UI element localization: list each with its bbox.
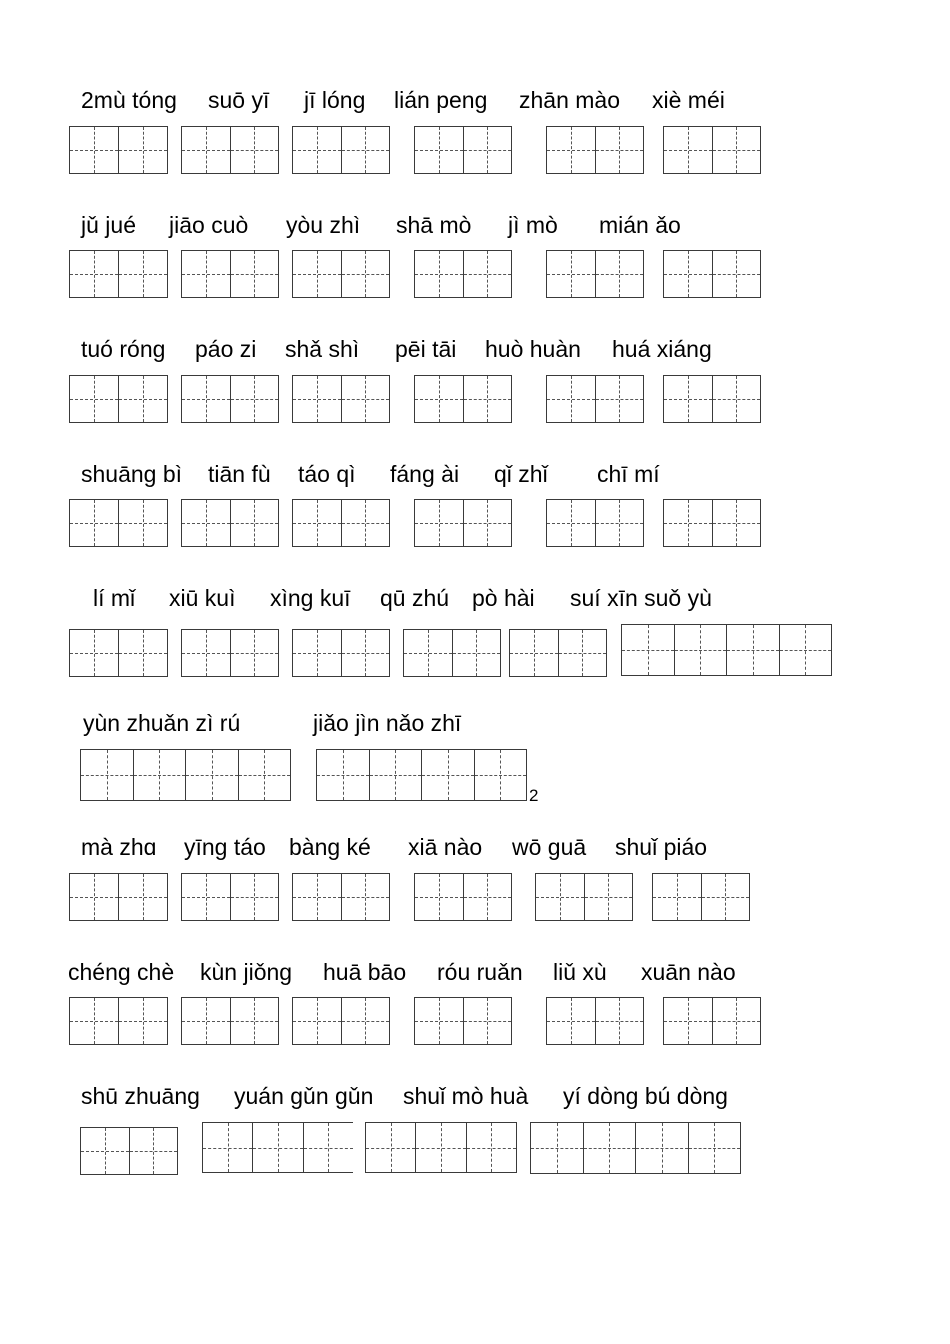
- grid-cell[interactable]: [119, 500, 167, 546]
- grid-cell[interactable]: [596, 251, 644, 297]
- pinyin-label: huā bāo: [323, 959, 407, 985]
- pinyin-label: pò hài: [472, 585, 535, 611]
- pinyin-label: kùn jiǒng: [200, 959, 293, 985]
- grid-cell[interactable]: [81, 1128, 130, 1174]
- grid-cell[interactable]: [415, 127, 464, 173]
- writing-grid[interactable]: [414, 499, 512, 547]
- grid-cell[interactable]: [231, 874, 279, 920]
- grid-cell[interactable]: [119, 998, 167, 1044]
- grid-cell[interactable]: [415, 500, 464, 546]
- grid-cell[interactable]: [203, 1123, 253, 1172]
- pinyin-label: róu ruǎn: [437, 959, 523, 985]
- grid-cell[interactable]: [231, 500, 279, 546]
- writing-grid[interactable]: [181, 997, 279, 1045]
- grid-cell[interactable]: [370, 750, 423, 800]
- pinyin-label: lián peng: [394, 87, 488, 113]
- writing-grid[interactable]: [292, 375, 390, 423]
- grid-cell[interactable]: [293, 251, 342, 297]
- writing-grid[interactable]: [292, 629, 390, 677]
- grid-cell[interactable]: [415, 998, 464, 1044]
- writing-grid[interactable]: [663, 375, 761, 423]
- pinyin-label: shū zhuāng: [81, 1083, 200, 1109]
- grid-cell[interactable]: [547, 998, 596, 1044]
- pinyin-label: suí xīn suǒ yù: [570, 585, 712, 611]
- writing-grid[interactable]: [530, 1122, 741, 1174]
- writing-grid[interactable]: [80, 749, 291, 801]
- grid-cell[interactable]: [239, 750, 291, 800]
- grid-cell[interactable]: [664, 127, 713, 173]
- grid-cell[interactable]: [702, 874, 750, 920]
- grid-cell[interactable]: [467, 1123, 516, 1172]
- pinyin-label: yuán gǔn gǔn: [234, 1083, 374, 1109]
- grid-cell[interactable]: [713, 998, 761, 1044]
- writing-grid[interactable]: [69, 375, 168, 423]
- page-number: 2: [529, 786, 539, 805]
- grid-cell[interactable]: [293, 500, 342, 546]
- grid-cell[interactable]: [596, 998, 644, 1044]
- pinyin-label: pēi tāi: [395, 336, 457, 362]
- pinyin-label: xuān nào: [641, 959, 736, 985]
- grid-cell[interactable]: [585, 874, 633, 920]
- grid-cell[interactable]: [689, 1123, 741, 1173]
- grid-cell[interactable]: [231, 251, 279, 297]
- grid-cell[interactable]: [293, 376, 342, 422]
- grid-cell[interactable]: [415, 251, 464, 297]
- pinyin-label: qū zhú: [380, 585, 450, 611]
- pinyin-label: yīng táo: [184, 834, 266, 860]
- grid-cell[interactable]: [293, 998, 342, 1044]
- writing-grid[interactable]: [535, 873, 633, 921]
- grid-cell[interactable]: [713, 251, 761, 297]
- grid-cell[interactable]: [416, 1123, 466, 1172]
- writing-grid[interactable]: [292, 997, 390, 1045]
- grid-cell[interactable]: [727, 625, 780, 675]
- grid-cell[interactable]: [119, 874, 167, 920]
- grid-cell[interactable]: [182, 500, 231, 546]
- grid-cell[interactable]: [293, 127, 342, 173]
- grid-cell[interactable]: [415, 874, 464, 920]
- grid-cell[interactable]: [636, 1123, 689, 1173]
- grid-cell[interactable]: [182, 127, 231, 173]
- writing-grid[interactable]: [663, 250, 761, 298]
- grid-cell[interactable]: [342, 874, 390, 920]
- grid-cell[interactable]: [119, 127, 167, 173]
- grid-cell[interactable]: [130, 1128, 178, 1174]
- pinyin-label: huò huàn: [485, 336, 581, 362]
- writing-grid[interactable]: [546, 375, 644, 423]
- writing-grid[interactable]: [509, 629, 607, 677]
- grid-cell[interactable]: [293, 630, 342, 676]
- grid-cell[interactable]: [70, 998, 119, 1044]
- grid-cell[interactable]: [713, 500, 761, 546]
- pinyin-label: fáng ài: [390, 461, 460, 487]
- writing-grid[interactable]: [621, 624, 832, 676]
- grid-cell[interactable]: [70, 251, 119, 297]
- grid-cell[interactable]: [596, 500, 644, 546]
- grid-cell[interactable]: [547, 251, 596, 297]
- grid-cell[interactable]: [713, 376, 761, 422]
- writing-grid[interactable]: [292, 499, 390, 547]
- writing-grid[interactable]: [69, 629, 168, 677]
- pinyin-label: shuǐ piáo: [615, 834, 708, 860]
- writing-grid[interactable]: [414, 997, 512, 1045]
- grid-cell[interactable]: [186, 750, 239, 800]
- writing-grid[interactable]: [414, 126, 512, 174]
- pinyin-label: shuǐ mò huà: [403, 1083, 529, 1109]
- pinyin-label: bàng ké: [289, 834, 371, 860]
- grid-cell[interactable]: [536, 874, 585, 920]
- pinyin-label: jiāo cuò: [169, 212, 249, 238]
- grid-cell[interactable]: [342, 251, 390, 297]
- writing-grid[interactable]: [546, 499, 644, 547]
- grid-cell[interactable]: [70, 127, 119, 173]
- writing-grid[interactable]: [181, 126, 279, 174]
- writing-grid[interactable]: [663, 126, 761, 174]
- grid-cell[interactable]: [342, 998, 390, 1044]
- pinyin-label: xiū kuì: [169, 585, 236, 611]
- writing-grid[interactable]: [403, 629, 501, 677]
- grid-cell[interactable]: [342, 376, 390, 422]
- writing-grid[interactable]: [663, 499, 761, 547]
- pinyin-label: 2mù tóng: [81, 87, 177, 113]
- grid-cell[interactable]: [547, 376, 596, 422]
- grid-cell[interactable]: [182, 630, 231, 676]
- pinyin-label: shā mò: [396, 212, 472, 238]
- grid-cell[interactable]: [559, 630, 607, 676]
- grid-cell[interactable]: [342, 500, 390, 546]
- grid-cell[interactable]: [675, 625, 728, 675]
- writing-grid[interactable]: [652, 873, 750, 921]
- pinyin-label: qǐ zhǐ: [494, 461, 548, 487]
- pinyin-label: jī lóng: [304, 87, 366, 113]
- writing-grid[interactable]: [69, 997, 168, 1045]
- grid-cell[interactable]: [293, 874, 342, 920]
- grid-cell[interactable]: [531, 1123, 584, 1173]
- writing-grid[interactable]: [292, 250, 390, 298]
- grid-cell[interactable]: [304, 1123, 353, 1172]
- grid-cell[interactable]: [119, 251, 167, 297]
- grid-cell[interactable]: [464, 998, 512, 1044]
- grid-cell[interactable]: [664, 500, 713, 546]
- grid-cell[interactable]: [182, 874, 231, 920]
- writing-grid[interactable]: [663, 997, 761, 1045]
- pinyin-label: táo qì: [298, 461, 356, 487]
- grid-cell[interactable]: [119, 630, 167, 676]
- pinyin-label: mà zhɑ: [81, 834, 157, 860]
- pinyin-label: yùn zhuǎn zì rú: [83, 710, 241, 736]
- pinyin-label: mián ǎo: [599, 212, 681, 238]
- grid-cell[interactable]: [182, 376, 231, 422]
- pinyin-label: suō yī: [208, 87, 270, 113]
- pinyin-label: tiān fù: [208, 461, 271, 487]
- grid-cell[interactable]: [664, 251, 713, 297]
- grid-cell[interactable]: [231, 127, 279, 173]
- pinyin-label: yòu zhì: [286, 212, 361, 238]
- grid-cell[interactable]: [70, 500, 119, 546]
- grid-cell[interactable]: [596, 127, 644, 173]
- grid-cell[interactable]: [81, 750, 134, 800]
- writing-grid[interactable]: [69, 250, 168, 298]
- grid-cell[interactable]: [653, 874, 702, 920]
- pinyin-label: shuāng bì: [81, 461, 183, 487]
- pinyin-label: tuó róng: [81, 336, 166, 362]
- grid-cell[interactable]: [622, 625, 675, 675]
- grid-cell[interactable]: [182, 998, 231, 1044]
- pinyin-label: xiè méi: [652, 87, 725, 113]
- pinyin-label: zhān mào: [519, 87, 621, 113]
- writing-grid[interactable]: [546, 250, 644, 298]
- pinyin-label: wō guā: [512, 834, 587, 860]
- pinyin-label: yí dòng bú dòng: [563, 1083, 728, 1109]
- grid-cell[interactable]: [366, 1123, 416, 1172]
- writing-grid[interactable]: [181, 629, 279, 677]
- grid-cell[interactable]: [253, 1123, 303, 1172]
- grid-cell[interactable]: [453, 630, 501, 676]
- writing-grid[interactable]: [202, 1122, 353, 1173]
- pinyin-label: xiā nào: [408, 834, 483, 860]
- grid-cell[interactable]: [342, 127, 390, 173]
- grid-cell[interactable]: [464, 127, 512, 173]
- grid-cell[interactable]: [664, 376, 713, 422]
- grid-cell[interactable]: [70, 376, 119, 422]
- writing-grid[interactable]: [181, 375, 279, 423]
- grid-cell[interactable]: [134, 750, 187, 800]
- pinyin-label: shǎ shì: [285, 336, 360, 362]
- grid-cell[interactable]: [70, 630, 119, 676]
- grid-cell[interactable]: [547, 500, 596, 546]
- pinyin-label: páo zi: [195, 336, 257, 362]
- pinyin-label: jiǎo jìn nǎo zhī: [313, 710, 462, 736]
- grid-cell[interactable]: [464, 251, 512, 297]
- writing-grid[interactable]: [80, 1127, 178, 1175]
- writing-grid[interactable]: [316, 749, 527, 801]
- pinyin-label: huá xiáng: [612, 336, 712, 362]
- writing-grid[interactable]: [414, 375, 512, 423]
- grid-cell[interactable]: [464, 874, 512, 920]
- writing-grid[interactable]: [414, 250, 512, 298]
- grid-cell[interactable]: [415, 376, 464, 422]
- pinyin-label: lí mǐ: [93, 585, 136, 611]
- grid-cell[interactable]: [231, 376, 279, 422]
- grid-cell[interactable]: [664, 998, 713, 1044]
- writing-grid[interactable]: [414, 873, 512, 921]
- writing-grid[interactable]: [69, 126, 168, 174]
- grid-cell[interactable]: [317, 750, 370, 800]
- grid-cell[interactable]: [422, 750, 475, 800]
- writing-grid[interactable]: [365, 1122, 517, 1173]
- writing-grid[interactable]: [181, 499, 279, 547]
- writing-grid[interactable]: [181, 250, 279, 298]
- grid-cell[interactable]: [231, 998, 279, 1044]
- writing-grid[interactable]: [292, 873, 390, 921]
- pinyin-label: chéng chè: [68, 959, 175, 985]
- writing-grid[interactable]: [69, 499, 168, 547]
- grid-cell[interactable]: [404, 630, 453, 676]
- grid-cell[interactable]: [713, 127, 761, 173]
- grid-cell[interactable]: [231, 630, 279, 676]
- grid-cell[interactable]: [510, 630, 559, 676]
- pinyin-label: jì mò: [508, 212, 558, 238]
- grid-cell[interactable]: [596, 376, 644, 422]
- grid-cell[interactable]: [119, 376, 167, 422]
- writing-grid[interactable]: [292, 126, 390, 174]
- grid-cell[interactable]: [780, 625, 832, 675]
- pinyin-label: xìng kuī: [270, 585, 351, 611]
- pinyin-label: chī mí: [597, 461, 660, 487]
- grid-cell[interactable]: [342, 630, 390, 676]
- pinyin-label: jǔ jué: [81, 212, 136, 238]
- writing-grid[interactable]: [181, 873, 279, 921]
- grid-cell[interactable]: [475, 750, 527, 800]
- pinyin-label: liǔ xù: [553, 959, 607, 985]
- writing-grid[interactable]: [546, 997, 644, 1045]
- grid-cell[interactable]: [70, 874, 119, 920]
- grid-cell[interactable]: [547, 127, 596, 173]
- writing-grid[interactable]: [69, 873, 168, 921]
- grid-cell[interactable]: [464, 376, 512, 422]
- grid-cell[interactable]: [464, 500, 512, 546]
- grid-cell[interactable]: [182, 251, 231, 297]
- writing-grid[interactable]: [546, 126, 644, 174]
- grid-cell[interactable]: [584, 1123, 637, 1173]
